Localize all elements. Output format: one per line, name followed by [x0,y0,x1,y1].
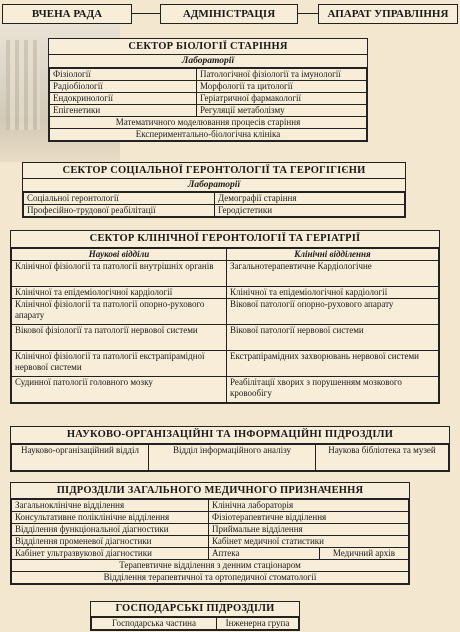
table-row [24,205,405,217]
econ-cell[interactable]: Інженерна група [217,618,299,630]
lab-cell[interactable]: Патологічної фізіології та імунології [197,69,367,81]
table-row [12,325,439,351]
dept-cell[interactable]: Екстрапірамідних захворювань нервової системи [227,351,439,377]
dept-cell[interactable]: Клінічної фізіології та патології опорно-рухового апарату [12,299,227,325]
table-row [12,261,439,287]
lab-cell[interactable]: Епігенетики [50,105,197,117]
connector-line [298,13,318,14]
table-row [12,500,409,512]
unit-cell[interactable]: Відділення функціональної діагностики [12,524,209,536]
sector-medical [10,482,410,585]
dept-cell[interactable]: Клінічної фізіології та патології внутрішніх органів [12,261,227,287]
table-row [12,299,439,325]
dept-cell[interactable]: Клінічної та епідеміологічної кардіології [12,287,227,299]
unit-cell[interactable]: Терапевтичне відділення з денним стаціонаром [12,560,409,572]
lab-cell[interactable]: Експериментально-біологічна клініка [50,129,367,141]
sector-title: ГОСПОДАРСЬКІ ПІДРОЗДІЛИ [91,602,299,617]
table-row [12,572,409,584]
sector-title: СЕКТОР БІОЛОГІЇ СТАРІННЯ [49,39,367,55]
info-cell[interactable]: Наукова бібліотека та музей [316,445,449,471]
administration-box[interactable]: АДМІНІСТРАЦІЯ [160,4,298,24]
unit-cell[interactable]: Відділення терапевтичної та ортопедичної стоматології [12,572,409,584]
table-row [50,81,367,93]
table-row [12,548,409,560]
lab-cell[interactable]: Ендокринології [50,93,197,105]
dept-cell[interactable]: Вікової фізіології та патології нервової системи [12,325,227,351]
table-row [50,117,367,129]
labs-table [23,192,405,217]
dept-cell[interactable]: Вікової патології нервової системи [227,325,439,351]
dept-cell[interactable]: Клінічної фізіології та патології екстрапірамідної нервової системи [12,351,227,377]
lab-cell[interactable]: Радіобіології [50,81,197,93]
unit-cell[interactable]: Консультативне поліклінічне відділення [12,512,209,524]
unit-cell[interactable]: Аптека [209,548,320,560]
table-row [50,105,367,117]
lab-cell[interactable]: Демографії старіння [215,193,405,205]
table-row [92,618,299,630]
sector-clinical [10,230,440,404]
medical-table [11,499,409,584]
unit-cell[interactable]: Кабінет медичної статистики [209,536,409,548]
table-row [50,129,367,141]
column-header: Наукові відділи [12,249,227,261]
info-cell[interactable]: Відділ інформаційного аналізу [149,445,316,471]
lab-cell[interactable]: Морфології та цитології [197,81,367,93]
table-row [12,524,409,536]
sector-title: НАУКОВО-ОРГАНІЗАЦІЙНІ ТА ІНФОРМАЦІЙНІ ПІДРОЗДІЛИ [11,427,449,444]
unit-cell[interactable]: Відділення променевої діагностики [12,536,209,548]
dept-cell[interactable]: Загальнотерапевтичне Кардіологічне [227,261,439,287]
table-row [12,287,439,299]
sector-title: СЕКТОР СОЦІАЛЬНОЇ ГЕРОНТОЛОГІЇ ТА ГЕРОГІГІЄНИ [23,163,405,179]
table-row [50,69,367,81]
dept-cell[interactable]: Реабілітації хворих з порушенням мозкового кровообігу [227,377,439,403]
sector-biology [48,38,368,142]
table-row [12,377,439,403]
dept-cell[interactable]: Вікової патології опорно-рухового апарату [227,299,439,325]
lab-cell[interactable]: Соціальної геронтології [24,193,215,205]
labs-subtitle: Лабораторії [49,55,367,68]
economic-table [91,617,299,630]
sector-social [22,162,406,218]
info-cell[interactable]: Науково-організаційний відділ [12,445,149,471]
dept-cell[interactable]: Клінічної та епідеміологічної кардіології [227,287,439,299]
sector-economic [90,601,300,631]
unit-cell[interactable]: Медичний архів [320,548,409,560]
connector-line [132,13,160,14]
lab-cell[interactable]: Геріатричної фармакології [197,93,367,105]
table-row [12,512,409,524]
sector-title: СЕКТОР КЛІНІЧНОЇ ГЕРОНТОЛОГІЇ ТА ГЕРІАТРІЇ [11,231,439,248]
management-box[interactable]: АПАРАТ УПРАВЛІННЯ [318,4,458,24]
info-table [11,444,449,471]
column-header: Клінічні відділення [227,249,439,261]
clinical-table [11,248,439,403]
lab-cell[interactable]: Регуляції метаболізму [197,105,367,117]
unit-cell[interactable]: Фізіотерапевтичне відділення [209,512,409,524]
table-row [12,249,439,261]
sector-info [10,426,450,472]
labs-subtitle: Лабораторії [23,179,405,192]
lab-cell[interactable]: Професійно-трудової реабілітації [24,205,215,217]
table-row [12,445,449,471]
lab-cell[interactable]: Геродієтетики [215,205,405,217]
econ-cell[interactable]: Господарська частина [92,618,217,630]
lab-cell[interactable]: Математичного моделювання процесів старіння [50,117,367,129]
table-row [12,536,409,548]
table-row [12,560,409,572]
academic-council-box[interactable]: ВЧЕНА РАДА [2,4,132,24]
table-row [24,193,405,205]
lab-cell[interactable]: Фізіології [50,69,197,81]
table-row [50,93,367,105]
dept-cell[interactable]: Судинної патології головного мозку [12,377,227,403]
unit-cell[interactable]: Приймальне відділення [209,524,409,536]
unit-cell[interactable]: Загальноклінічне відділення [12,500,209,512]
unit-cell[interactable]: Кабінет ультразвукової діагностики [12,548,209,560]
table-row [12,351,439,377]
sector-title: ПІДРОЗДІЛИ ЗАГАЛЬНОГО МЕДИЧНОГО ПРИЗНАЧЕННЯ [11,483,409,499]
labs-table [49,68,367,141]
unit-cell[interactable]: Клінічна лабораторія [209,500,409,512]
